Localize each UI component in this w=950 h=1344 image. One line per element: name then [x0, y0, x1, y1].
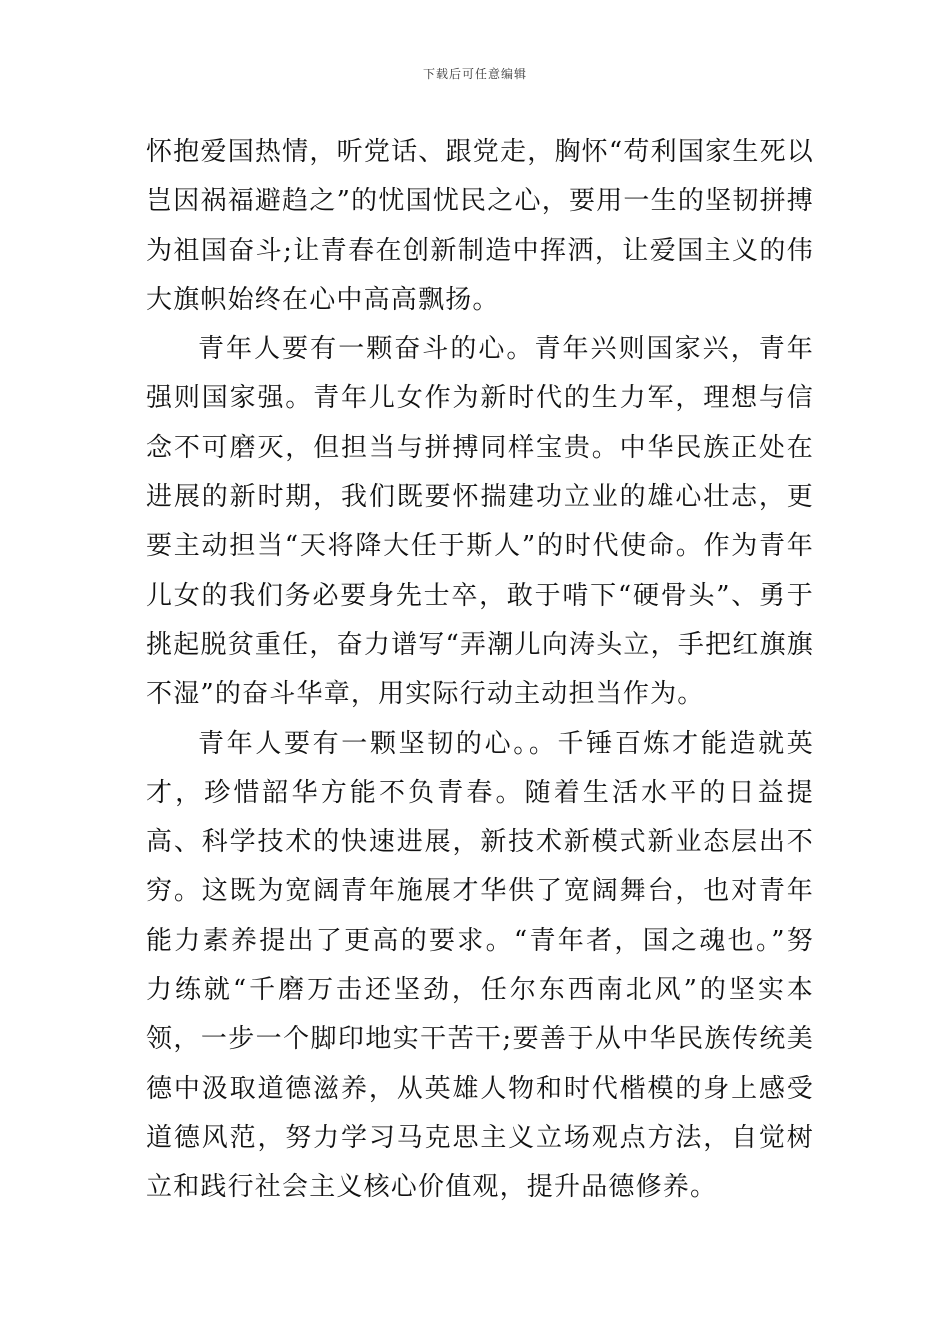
paragraph-continued: 怀抱爱国热情，听党话、跟党走，胸怀“苟利国家生死以岂因祸福避趋之”的忧国忧民之心，要用一生的坚韧拼搏为祖国奋斗;让青春在创新制造中挥洒，让爱国主义的伟大旗帜始终在心中高高飘扬。: [146, 137, 814, 315]
paragraph-resilient-heart: 青年人要有一颗坚韧的心。。千锤百炼才能造就英才，珍惜韶华方能不负青春。随着生活水平的日益提高、科学技术的快速进展，新技术新模式新业态层出不穷。这既为宽阔青年施展才华供了宽阔舞台，也对青年能力素养提出了更高的要求。“青年者，国之魂也。”努力练就“千磨万击还坚劲，任尔东西南北风”的坚实本领，一步一个脚印地实干苦干;要善于从中华民族传统美德中汲取道德滋养，从英雄人物和时代楷模的身上感受道德风范，努力学习马克思主义立场观点方法，自觉树立和践行社会主义核心价值观，提升品德修养。: [146, 728, 814, 1203]
paragraph-striving-heart: 青年人要有一颗奋斗的心。青年兴则国家兴，青年强则国家强。青年儿女作为新时代的生力军，理想与信念不可磨灭，但担当与拼搏同样宝贵。中华民族正处在进展的新时期，我们既要怀揣建功立业的雄心壮志，更要主动担当“天将降大任于斯人”的时代使命。作为青年儿女的我们务必要身先士卒，敢于啃下“硬骨头”、勇于挑起脱贫重任，奋力谱写“弄潮儿向涛头立，手把红旗旗不湿”的奋斗华章，用实际行动主动担当作为。: [146, 334, 814, 710]
document-body: [146, 128, 814, 1213]
page-header: 下载后可任意编辑: [422, 67, 527, 81]
